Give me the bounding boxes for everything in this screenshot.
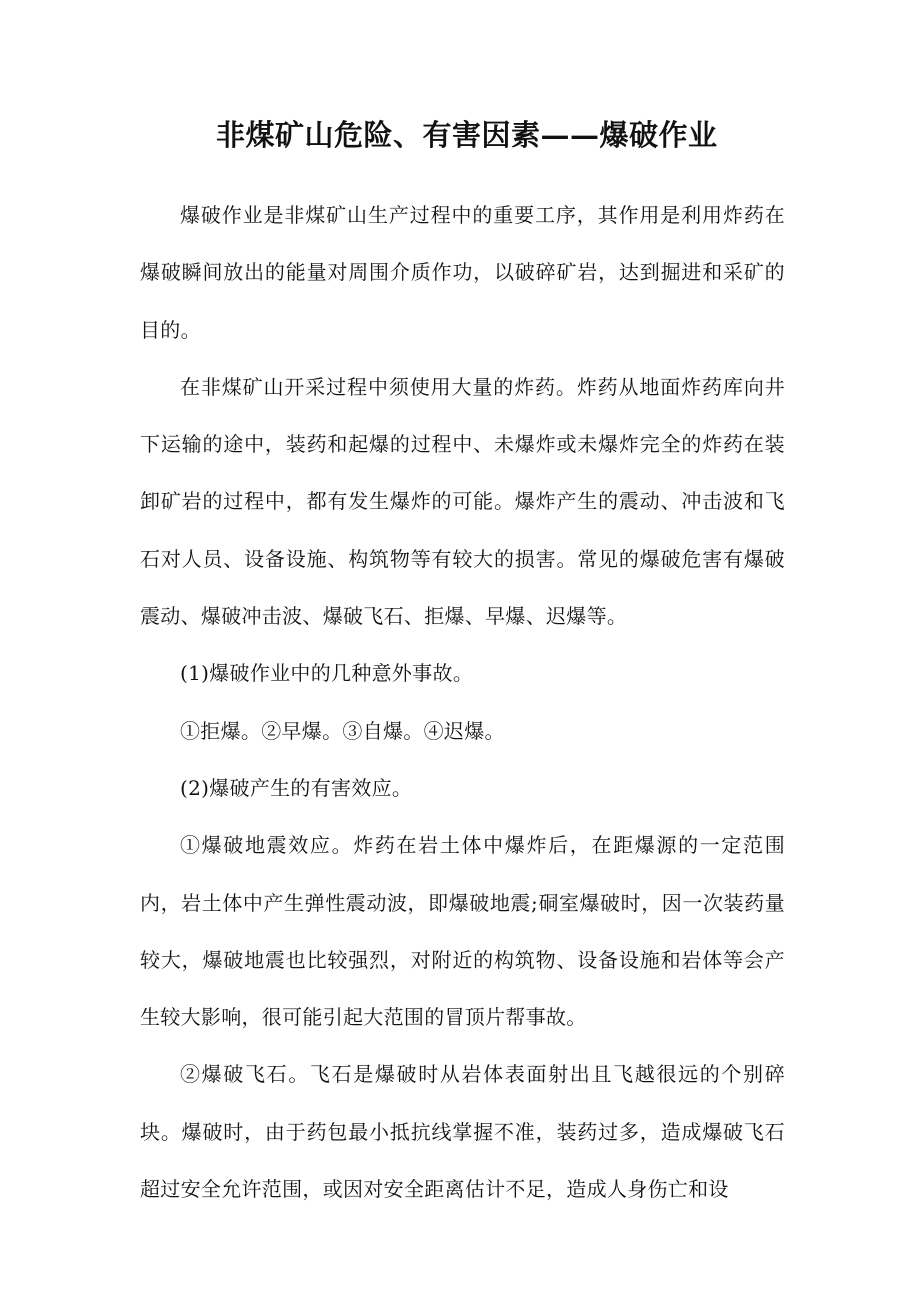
paragraph-accident-list: ①拒爆。②早爆。③自爆。④迟爆。: [180, 718, 505, 743]
paragraph-section-2-heading: (2)爆破产生的有害效应。: [180, 775, 413, 800]
paragraph-intro: 爆破作业是非煤矿山生产过程中的重要工序，其作用是利用炸药在爆破瞬间放出的能量对周围介质作功，以破碎矿岩，达到掘进和采矿的目的。: [140, 203, 785, 342]
document-body: [140, 187, 785, 1218]
paragraph-seismic-effect: ①爆破地震效应。炸药在岩土体中爆炸后，在距爆源的一定范围内，岩土体中产生弹性震动波，即爆破地震;硐室爆破时，因一次装药量较大，爆破地震也比较强烈，对附近的构筑物、设备设施和岩体等会产生较大影响，很可能引起大范围的冒顶片帮事故。: [140, 833, 785, 1030]
paragraph-section-1-heading: (1)爆破作业中的几种意外事故。: [180, 661, 474, 686]
document-title: 非煤矿山危险、有害因素——爆破作业: [216, 118, 718, 152]
paragraph-flying-rock: ②爆破飞石。飞石是爆破时从岩体表面射出且飞越很远的个别碎块。爆破时，由于药包最小抵抗线掌握不准，装药过多，造成爆破飞石超过安全允许范围，或因对安全距离估计不足，造成人身伤亡和设: [140, 1062, 785, 1202]
paragraph-explosive-hazards: 在非煤矿山开采过程中须使用大量的炸药。炸药从地面炸药库向井下运输的途中，装药和起爆的过程中、未爆炸或未爆炸完全的炸药在装卸矿岩的过程中，都有发生爆炸的可能。爆炸产生的震动、冲击波和飞石对人员、设备设施、构筑物等有较大的损害。常见的爆破危害有爆破震动、爆破冲击波、爆破飞石、拒爆、早爆、迟爆等。: [140, 374, 785, 629]
